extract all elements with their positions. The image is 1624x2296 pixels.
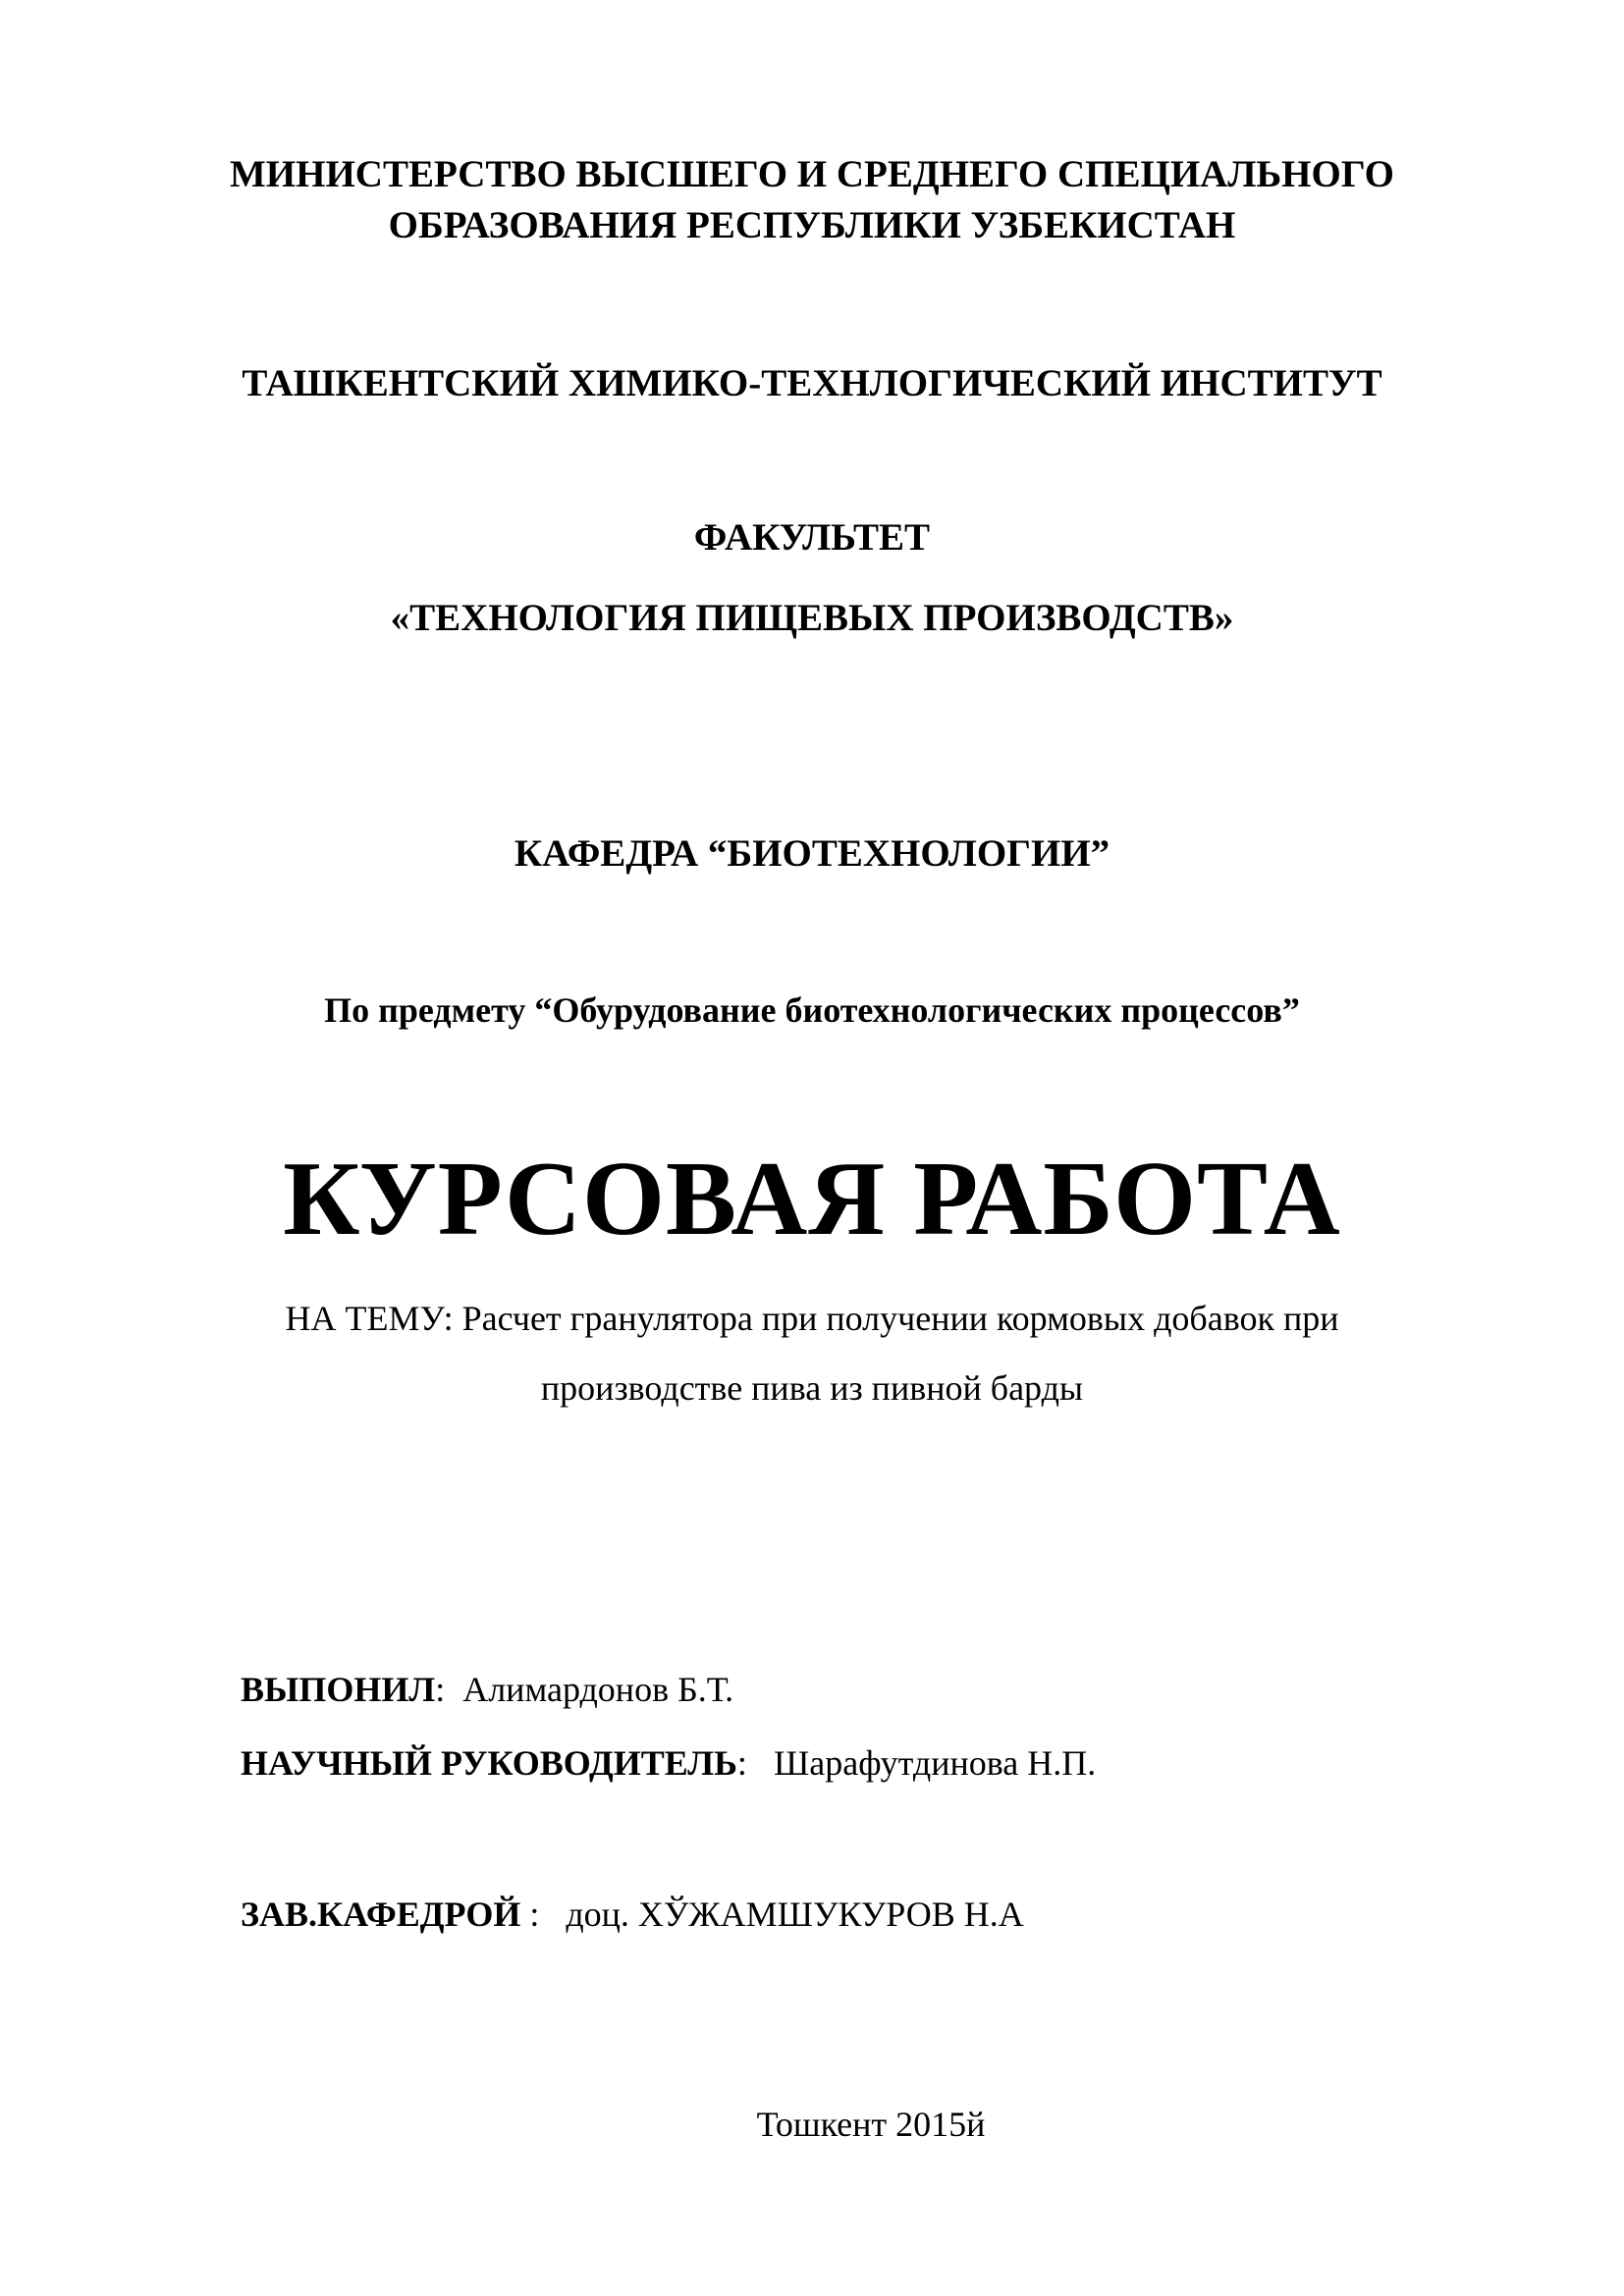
supervisor-separator: :: [736, 1743, 747, 1783]
city-year: Тошкент 2015й: [756, 2105, 986, 2144]
supervisor-row: [241, 1742, 1096, 1784]
faculty-label: ФАКУЛЬТЕТ: [693, 516, 931, 559]
document-title: КУРСОВАЯ РАБОТА: [283, 1141, 1341, 1257]
supervisor-name: Шарафутдинова Н.П.: [773, 1743, 1097, 1783]
head-separator: :: [520, 1895, 540, 1934]
author-name: Алимардонов Б.Т.: [462, 1670, 734, 1709]
department-name: КАФЕДРА “БИОТЕХНОЛОГИИ”: [514, 832, 1110, 875]
subject-line: По предмету “Обурудование биотехнологических процессов”: [324, 990, 1300, 1030]
ministry-line-2: ОБРАЗОВАНИЯ РЕСПУБЛИКИ УЗБЕКИСТАН: [388, 204, 1236, 246]
author-label: ВЫПОНИЛ: [241, 1670, 436, 1709]
ministry-line-1: МИНИСТЕРСТВО ВЫСШЕГО И СРЕДНЕГО СПЕЦИАЛЬНОГО: [229, 153, 1395, 195]
supervisor-label: НАУЧНЫЙ РУКОВОДИТЕЛЬ: [241, 1743, 737, 1783]
topic-line-1: НА ТЕМУ: Расчет гранулятора при получении кормовых добавок при: [285, 1299, 1339, 1338]
author-separator: :: [435, 1670, 446, 1709]
head-row: [241, 1894, 1024, 1935]
faculty-name: «ТЕХНОЛОГИЯ ПИЩЕВЫХ ПРОИЗВОДСТВ»: [390, 597, 1234, 639]
head-name: доц. ХЎЖАМШУКУРОВ Н.А: [566, 1895, 1024, 1934]
topic-line-2: производстве пива из пивной барды: [540, 1368, 1084, 1408]
author-row: [241, 1669, 733, 1710]
head-label: ЗАВ.КАФЕДРОЙ: [241, 1895, 521, 1934]
institute-name: ТАШКЕНТСКИЙ ХИМИКО-ТЕХНЛОГИЧЕСКИЙ ИНСТИТУТ: [242, 362, 1382, 404]
